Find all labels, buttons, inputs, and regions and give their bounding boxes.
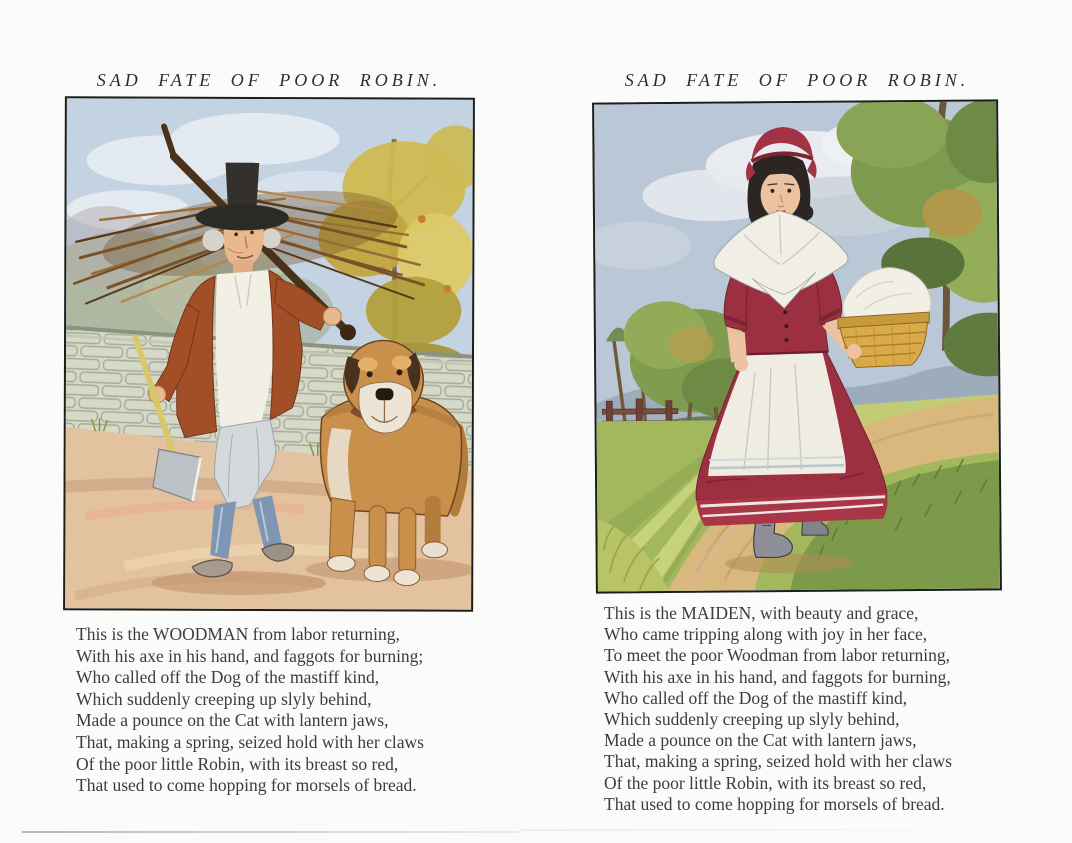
poem-line: That used to come hopping for morsels of bread. [604,793,945,814]
dog-hindleg-near [329,498,355,560]
poem-line: Who came tripping along with joy in her face, [604,624,928,645]
poem-line: Who called off the Dog of the mastiff kind, [604,687,908,708]
dog-foreleg-1 [369,506,386,570]
dog-foreleg-2 [399,508,416,574]
poem-line: Of the poor little Robin, with its breast so red, [604,772,927,793]
right-poem [604,603,1044,815]
page-bottom-edge [22,831,522,833]
maiden-illustration [592,99,1002,593]
maiden-scene [594,101,1000,591]
hand-right [847,344,862,359]
poem-line: Which suddenly creeping up slyly behind, [76,688,372,709]
woodman-scene [65,98,473,609]
poem-line: With his axe in his hand, and faggots for burning, [604,666,951,687]
poem-line: To meet the poor Woodman from labor returning, [604,645,950,666]
left-poem [76,624,506,797]
right-hand [323,307,341,325]
poem-line: Made a pounce on the Cat with lantern jaws, [604,730,917,751]
poem-line: This is the WOODMAN from labor returning, [76,624,400,644]
poem-line: Made a pounce on the Cat with lantern jaws, [76,710,389,731]
page-bottom-edge-faint [520,829,940,831]
poem-line: That, making a spring, seized hold with her claws [76,731,424,752]
dog-hindleg-far [425,496,441,548]
poem-line: Which suddenly creeping up slyly behind, [604,709,900,730]
dog-nose [376,388,394,400]
hand-left [734,357,748,371]
poem-line: That, making a spring, seized hold with her claws [604,751,952,772]
left-page-title: SAD FATE OF POOR ROBIN. [96,70,442,90]
poem-line: Of the poor little Robin, with its breast so red, [76,753,399,774]
poem-line: This is the MAIDEN, with beauty and grace, [604,603,919,623]
woodman-illustration [63,96,475,611]
poem-line: Who called off the Dog of the mastiff kind, [76,667,380,688]
poem-line: With his axe in his hand, and faggots for burning; [76,645,424,666]
right-page-title: SAD FATE OF POOR ROBIN. [624,70,970,90]
poem-line: That used to come hopping for morsels of bread. [76,775,417,796]
